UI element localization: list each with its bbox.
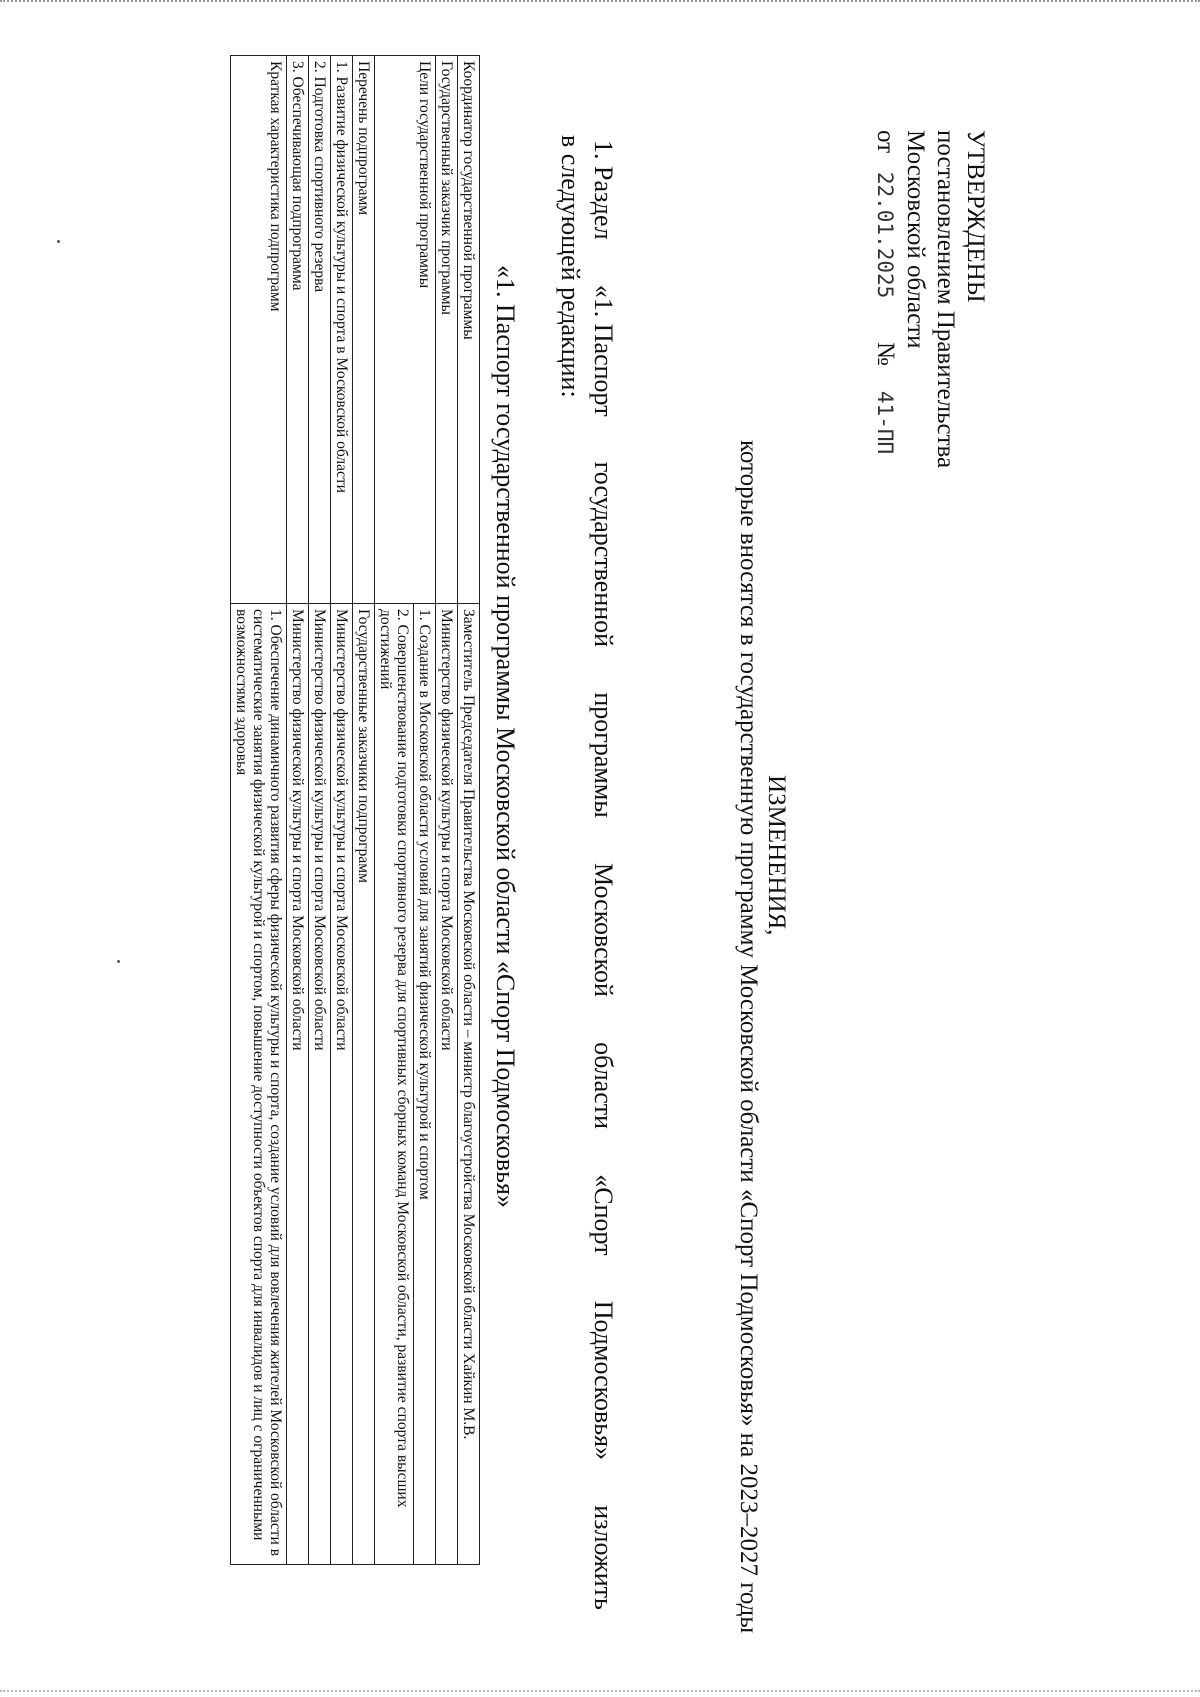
scan-speck xyxy=(117,960,120,963)
paragraph-word: Московской xyxy=(589,863,618,997)
date-value: 22.01.2025 xyxy=(873,171,897,299)
table-row xyxy=(287,56,309,1565)
approval-line-2: Московской области xyxy=(902,130,929,349)
paragraph-word: программы xyxy=(589,692,618,818)
number-prefix: № xyxy=(872,342,899,366)
table-row xyxy=(231,56,287,1565)
section-heading: «1. Паспорт государственной программы Московской области «Спорт Подмосковья» xyxy=(491,265,520,1208)
table-row xyxy=(331,56,353,1565)
row-label: Краткая характеристика подпрограмм xyxy=(231,56,287,604)
table-row xyxy=(353,56,375,1565)
row-label: Государственный заказчик программы xyxy=(436,56,458,604)
title-main: ИЗМЕНЕНИЯ, xyxy=(763,775,790,936)
row-value: Заместитель Председателя Правительства Московской области – министр благоустройства Московской области Хайкин М.В. xyxy=(458,604,480,1565)
table-row xyxy=(436,56,458,1565)
row-label: Координатор государственной программы xyxy=(458,56,480,604)
approval-block xyxy=(870,130,990,590)
row-value: Государственные заказчики подпрограмм xyxy=(353,604,375,1565)
amendment-paragraph xyxy=(554,135,620,1610)
table-row xyxy=(309,56,331,1565)
scan-speck xyxy=(57,240,60,243)
paragraph-word: изложить xyxy=(589,1505,618,1610)
row-label: Цели государственной программы xyxy=(375,56,436,604)
paragraph-word: государственной xyxy=(589,461,618,648)
passport-table xyxy=(230,55,480,1565)
title-sub: которые вносятся в государственную программу Московской области «Спорт Подмосковья» на 2023–2027 годы xyxy=(735,440,762,1634)
row-value: Министерство физической культуры и спорта Московской области xyxy=(309,604,331,1565)
number-value: 41-ПП xyxy=(873,390,897,455)
paragraph-word: «1. Паспорт xyxy=(589,284,618,417)
row-label: 1. Развитие физической культуры и спорта в Московской области xyxy=(331,56,353,604)
paragraph-word: 1. Раздел xyxy=(589,140,618,240)
row-value: 1. Создание в Московской области условий для занятий физической культурой и спортом xyxy=(414,604,436,1565)
approval-date-line xyxy=(870,130,900,590)
row-value: Министерство физической культуры и спорта Московской области xyxy=(436,604,458,1565)
row-label: Перечень подпрограмм xyxy=(353,56,375,604)
paragraph-word: Подмосковья» xyxy=(589,1300,618,1461)
approval-heading: УТВЕРЖДЕНЫ xyxy=(962,130,989,303)
row-value: 1. Обеспечение динамичного развития сферы физической культуры и спорта, создание условий для вовлечения жителей Московской области в систематические занятия физической культурой и спортом, повышение доступности объектов спорта для инвалидов и лиц с ограниченными возможностями здоровья xyxy=(231,604,287,1565)
row-value: Министерство физической культуры и спорта Московской области xyxy=(287,604,309,1565)
table-row xyxy=(414,56,436,1565)
row-label: 3. Обеспечивающая подпрограмма xyxy=(287,56,309,604)
date-prefix: от xyxy=(872,130,899,154)
paragraph-word: области xyxy=(589,1042,618,1130)
row-label: 2. Подготовка спортивного резерва xyxy=(309,56,331,604)
paragraph-line-1 xyxy=(587,140,620,1610)
table-row xyxy=(458,56,480,1565)
paragraph-line-2: в следующей редакции: xyxy=(556,135,585,398)
row-value: Министерство физической культуры и спорта Московской области xyxy=(331,604,353,1565)
paragraph-word: «Спорт xyxy=(589,1174,618,1256)
document-title xyxy=(734,440,790,1640)
row-value-2: 2. Совершенствование подготовки спортивного резерва для спортивных сборных команд Московской области, развитие спорта высших достижений xyxy=(375,604,414,1565)
approval-line-1: постановлением Правительства xyxy=(932,130,959,469)
